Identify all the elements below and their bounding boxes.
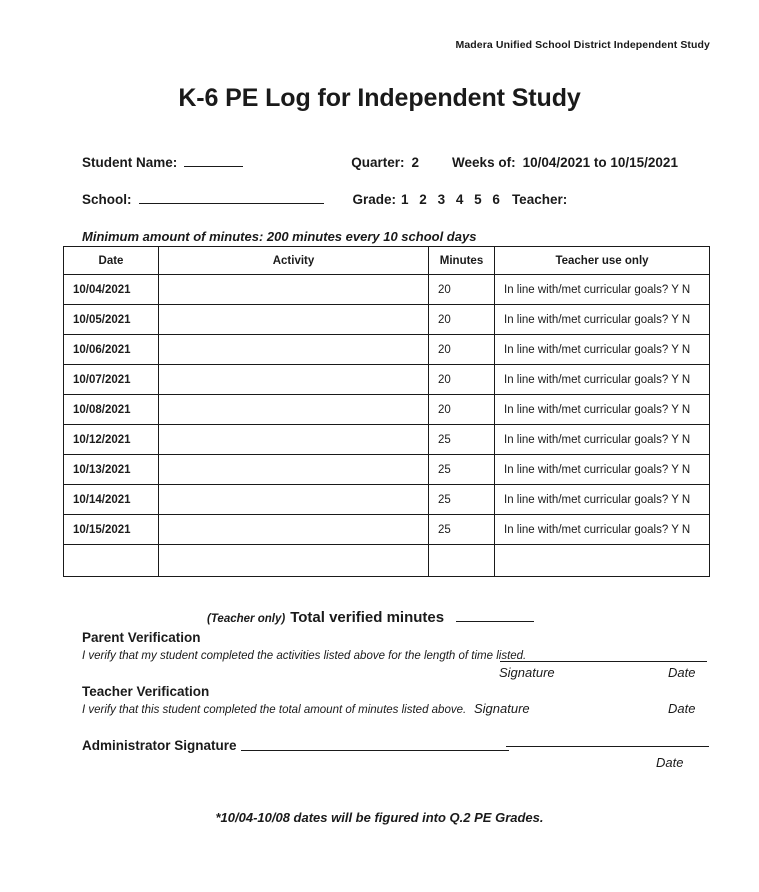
cell-date: 10/14/2021 bbox=[64, 485, 159, 515]
school-info-row bbox=[82, 192, 567, 207]
cell-teacher-use[interactable]: In line with/met curricular goals? Y N bbox=[495, 485, 710, 515]
parent-signature-input[interactable] bbox=[500, 661, 707, 662]
cell-date: 10/15/2021 bbox=[64, 515, 159, 545]
cell-minutes[interactable]: 25 bbox=[429, 425, 495, 455]
cell-teacher-use[interactable]: In line with/met curricular goals? Y N bbox=[495, 335, 710, 365]
weeks-of-value: 10/04/2021 to 10/15/2021 bbox=[522, 155, 678, 170]
table-row bbox=[64, 515, 710, 545]
cell-activity[interactable] bbox=[159, 365, 429, 395]
cell-activity[interactable] bbox=[159, 425, 429, 455]
cell-minutes[interactable]: 20 bbox=[429, 305, 495, 335]
table-row bbox=[64, 425, 710, 455]
cell-activity[interactable] bbox=[159, 545, 429, 577]
teacher-verification-statement: I verify that this student completed the total amount of minutes listed above. bbox=[82, 704, 467, 716]
school-input[interactable] bbox=[139, 203, 324, 204]
cell-date: 10/05/2021 bbox=[64, 305, 159, 335]
teacher-date-caption: Date bbox=[668, 701, 696, 716]
table-row bbox=[64, 545, 710, 577]
cell-date: 10/13/2021 bbox=[64, 455, 159, 485]
cell-minutes[interactable]: 20 bbox=[429, 365, 495, 395]
cell-minutes[interactable]: 20 bbox=[429, 275, 495, 305]
cell-teacher-use[interactable] bbox=[495, 545, 710, 577]
quarter-value: 2 bbox=[411, 155, 420, 170]
cell-activity[interactable] bbox=[159, 335, 429, 365]
total-verified-minutes-label: Total verified minutes bbox=[290, 609, 445, 626]
total-verified-minutes-row bbox=[207, 609, 534, 626]
column-header-activity: Activity bbox=[159, 247, 429, 275]
table-row bbox=[64, 365, 710, 395]
cell-teacher-use[interactable]: In line with/met curricular goals? Y N bbox=[495, 305, 710, 335]
grade-option-6[interactable]: 6 bbox=[492, 192, 500, 207]
total-verified-minutes-input[interactable] bbox=[456, 621, 534, 622]
page-title: K-6 PE Log for Independent Study bbox=[178, 84, 581, 112]
table-row bbox=[64, 485, 710, 515]
teacher-label: Teacher: bbox=[511, 192, 568, 207]
grade-option-2[interactable]: 2 bbox=[419, 192, 427, 207]
administrator-signature-label: Administrator Signature bbox=[82, 738, 237, 753]
cell-teacher-use[interactable]: In line with/met curricular goals? Y N bbox=[495, 425, 710, 455]
table-header-row bbox=[64, 247, 710, 275]
table-row bbox=[64, 395, 710, 425]
column-header-date: Date bbox=[64, 247, 159, 275]
table-row bbox=[64, 275, 710, 305]
school-label: School: bbox=[82, 192, 132, 207]
cell-teacher-use[interactable]: In line with/met curricular goals? Y N bbox=[495, 455, 710, 485]
grade-label: Grade: bbox=[352, 192, 397, 207]
cell-minutes[interactable]: 25 bbox=[429, 455, 495, 485]
teacher-only-note: (Teacher only) bbox=[207, 613, 286, 625]
pe-log-table bbox=[63, 246, 710, 577]
parent-date-caption: Date bbox=[668, 665, 696, 680]
table-row bbox=[64, 455, 710, 485]
table-row bbox=[64, 305, 710, 335]
footnote: *10/04-10/08 dates will be figured into Q.2 PE Grades. bbox=[215, 810, 544, 825]
table-row bbox=[64, 335, 710, 365]
grade-option-3[interactable]: 3 bbox=[437, 192, 446, 207]
administrator-signature-input[interactable] bbox=[241, 750, 509, 751]
cell-minutes[interactable]: 20 bbox=[429, 335, 495, 365]
parent-verification-heading: Parent Verification bbox=[82, 630, 201, 645]
administrator-date-input[interactable] bbox=[506, 746, 709, 747]
cell-activity[interactable] bbox=[159, 305, 429, 335]
cell-activity[interactable] bbox=[159, 275, 429, 305]
cell-minutes[interactable]: 20 bbox=[429, 395, 495, 425]
cell-date: 10/08/2021 bbox=[64, 395, 159, 425]
column-header-minutes: Minutes bbox=[429, 247, 495, 275]
parent-signature-caption: Signature bbox=[499, 665, 555, 680]
minimum-minutes-note: Minimum amount of minutes: 200 minutes every 10 school days bbox=[82, 229, 477, 244]
cell-activity[interactable] bbox=[159, 395, 429, 425]
administrator-date-caption: Date bbox=[656, 755, 684, 770]
cell-date: 10/07/2021 bbox=[64, 365, 159, 395]
grade-option-5[interactable]: 5 bbox=[474, 192, 482, 207]
grade-options bbox=[396, 192, 500, 207]
weeks-of-label: Weeks of: bbox=[452, 155, 516, 170]
teacher-signature-caption: Signature bbox=[474, 701, 530, 716]
cell-minutes[interactable] bbox=[429, 545, 495, 577]
student-name-input[interactable] bbox=[184, 166, 243, 167]
cell-teacher-use[interactable]: In line with/met curricular goals? Y N bbox=[495, 395, 710, 425]
cell-date: 10/06/2021 bbox=[64, 335, 159, 365]
student-name-label: Student Name: bbox=[82, 155, 178, 170]
cell-date: 10/04/2021 bbox=[64, 275, 159, 305]
cell-date: 10/12/2021 bbox=[64, 425, 159, 455]
cell-teacher-use[interactable]: In line with/met curricular goals? Y N bbox=[495, 275, 710, 305]
cell-activity[interactable] bbox=[159, 485, 429, 515]
cell-teacher-use[interactable]: In line with/met curricular goals? Y N bbox=[495, 515, 710, 545]
cell-activity[interactable] bbox=[159, 455, 429, 485]
column-header-teacher-use: Teacher use only bbox=[495, 247, 710, 275]
district-header: Madera Unified School District Independent Study bbox=[455, 39, 710, 51]
teacher-verification-heading: Teacher Verification bbox=[82, 684, 210, 699]
quarter-label: Quarter: bbox=[351, 155, 405, 170]
cell-minutes[interactable]: 25 bbox=[429, 485, 495, 515]
cell-teacher-use[interactable]: In line with/met curricular goals? Y N bbox=[495, 365, 710, 395]
parent-verification-statement: I verify that my student completed the activities listed above for the length of time listed. bbox=[82, 650, 527, 662]
student-info-row bbox=[82, 155, 678, 170]
cell-minutes[interactable]: 25 bbox=[429, 515, 495, 545]
cell-date[interactable] bbox=[64, 545, 159, 577]
cell-activity[interactable] bbox=[159, 515, 429, 545]
grade-option-4[interactable]: 4 bbox=[455, 192, 464, 207]
grade-option-1[interactable]: 1 bbox=[401, 192, 409, 207]
